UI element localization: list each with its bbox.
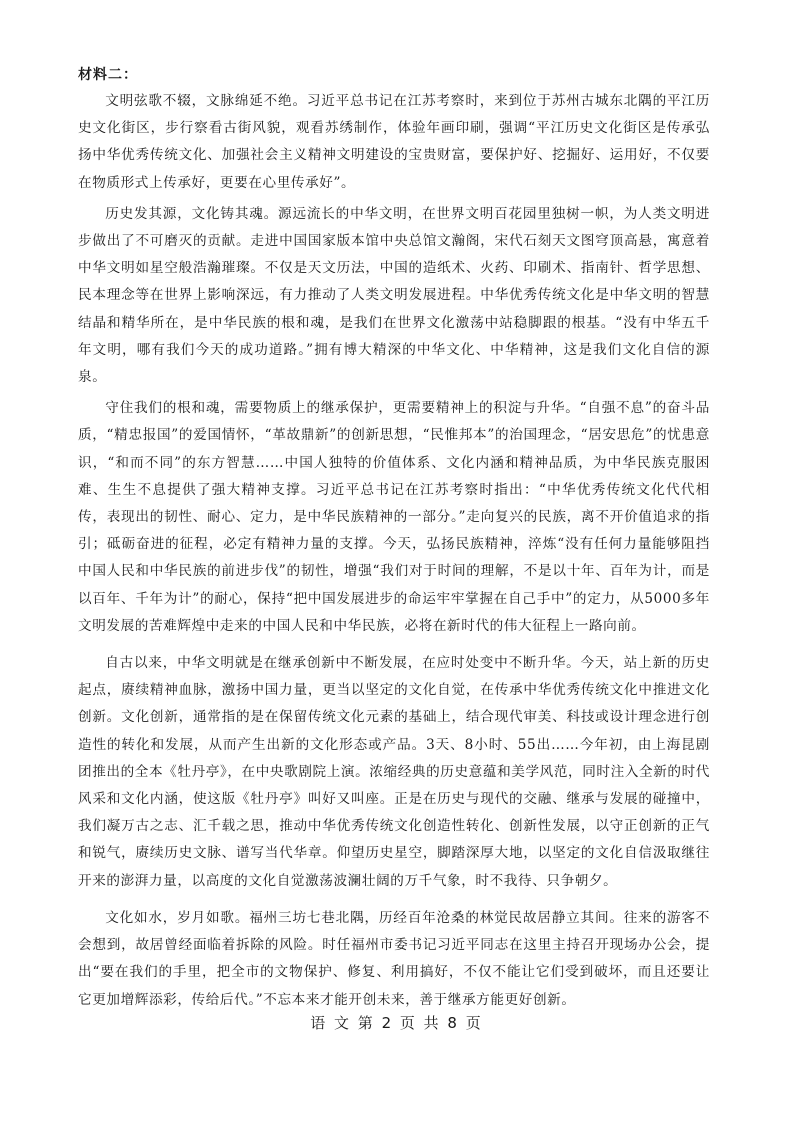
page-footer: 语 文 第 2 页 共 8 页 [310, 1014, 483, 1032]
paragraph-4: 自古以来，中华文明就是在继承创新中不断发展，在应时处变中不断升华。今天，站上新的历史起点，赓续精神血脉，激扬中国力量，更当以坚定的文化自觉，在传承中华优秀传统文化中推进文化创新。文化创新，通常指的是在保留传统文化元素的基础上，结合现代审美、科技或设计理念进行创造性的转化和发展，从而产生出新的文化形态或产品。3天、8小时、55出……今年初，由上海昆剧团推出的全本《牡丹亭》，在中央歌剧院上演。浓缩经典的历史意蕴和美学风范，同时注入全新的时代风采和文化内涵，使这版《牡丹亭》叫好又叫座。正是在历史与现代的交融、继承与发展的碰撞中，我们凝万古之志、汇千载之思，推动中华优秀传统文化创造性转化、创新性发展，以守正创新的正气和锐气，赓续历史文脉、谱写当代华章。仰望历史星空，脚踏深厚大地，以坚定的文化自信汲取继往开来的澎湃力量，以高度的文化自觉激荡波澜壮阔的万千气象，时不我待、只争朝夕。 [78, 655, 710, 889]
paragraph-gap [78, 895, 710, 905]
section-heading: 材料二： [78, 67, 138, 83]
paragraph-3: 守住我们的根和魂，需要物质上的继承保护，更需要精神上的积淀与升华。“自强不息”的奋斗品质，“精忠报国”的爱国情怀，“革故鼎新”的创新思想，“民惟邦本”的治国理念，“居安思危”的忧患意识，“和而不同”的东方智慧……中国人独特的价值体系、文化内涵和精神品质，为中华民族克服困难、生生不息提供了强大精神支撑。习近平总书记在江苏考察时指出：“中华优秀传统文化代代相传，表现出的韧性、耐心、定力，是中华民族精神的一部分。”走向复兴的民族，离不开价值追求的指引；砥砺奋进的征程，必定有精神力量的支撑。今天，弘扬民族精神，淬炼“没有任何力量能够阻挡中国人民和中华民族的前进步伐”的韧性，增强“我们对于时间的理解，不是以十年、百年为计，而是以百年、千年为计”的耐心，保持“把中国发展进步的命运牢牢掌握在自己手中”的定力，从5000多年文明发展的苦难辉煌中走来的中国人民和中华民族，必将在新时代的伟大征程上一路向前。 [78, 400, 710, 634]
paragraph-gap [78, 640, 710, 650]
paragraph-5: 文化如水，岁月如歌。福州三坊七巷北隅，历经百年沧桑的林觉民故居静立其间。往来的游客不会想到，故居曾经面临着拆除的风险。时任福州市委书记习近平同志在这里主持召开现场办公会，提出“要在我们的手里，把全市的文物保护、修复、利用搞好，不仅不能让它们受到破坏，而且还要让它更加增辉添彩，传给后代。”不忘本来才能开创未来，善于继承方能更好创新。 [78, 909, 710, 1008]
paragraph-2: 历史发其源，文化铸其魂。源远流长的中华文明，在世界文明百花园里独树一帜，为人类文明进步做出了不可磨灭的贡献。走进中国国家版本馆中央总馆文瀚阁，宋代石刻天文图穹顶高悬，寓意着中华文明如星空般浩瀚璀璨。不仅是天文历法，中国的造纸术、火药、印刷术、指南针、哲学思想、民本理念等在世界上影响深远，有力推动了人类文明发展进程。中华优秀传统文化是中华文明的智慧结晶和精华所在，是中华民族的根和魂，是我们在世界文化激荡中站稳脚跟的根基。“没有中华五千年文明，哪有我们今天的成功道路。”拥有博大精深的中华文化、中华精神，这是我们文化自信的源泉。 [78, 205, 710, 386]
document-body [78, 62, 710, 1014]
paragraph-1: 文明弦歌不辍，文脉绵延不绝。习近平总书记在江苏考察时，来到位于苏州古城东北隅的平江历史文化街区，步行察看古街风貌，观看苏绣制作，体验年画印刷，强调“平江历史文化街区是传承弘扬中华优秀传统文化、加强社会主义精神文明建设的宝贵财富，要保护好、挖掘好、运用好，不仅要在物质形式上传承好，更要在心里传承好”。 [78, 93, 710, 191]
